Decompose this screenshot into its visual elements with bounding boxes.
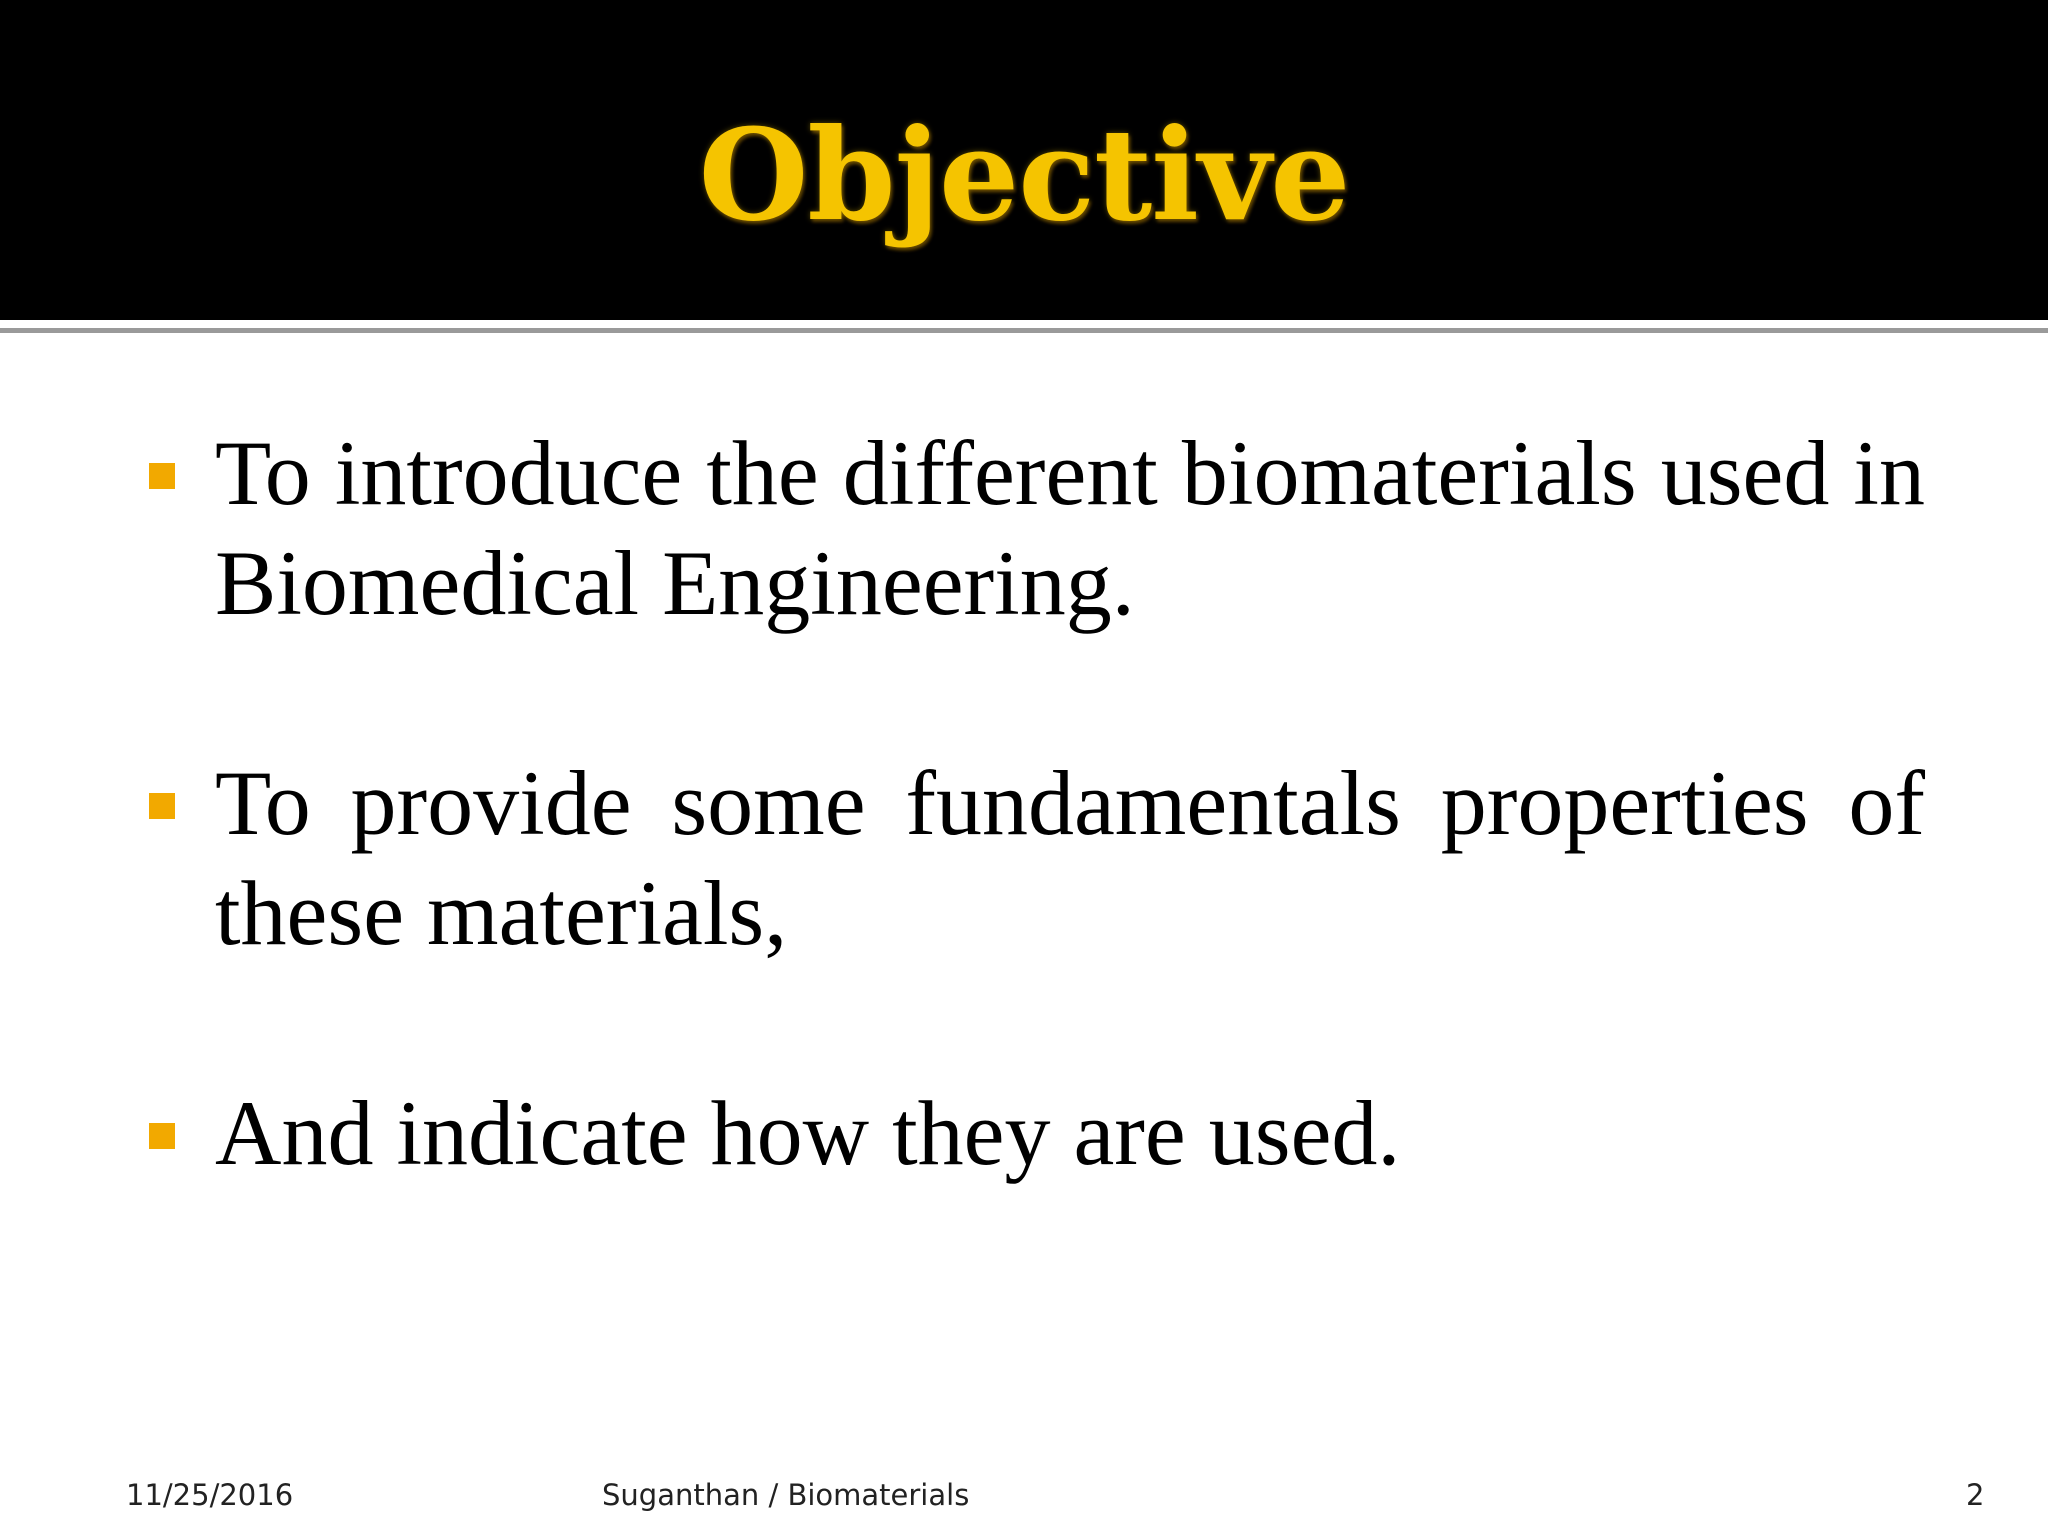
bullet-list xyxy=(145,418,1925,1298)
bullet-item xyxy=(145,418,1925,638)
title-band xyxy=(0,0,2048,320)
title-divider xyxy=(0,328,2048,333)
bullet-text: And indicate how they are used. xyxy=(215,1082,1401,1184)
bullet-text: To introduce the different biomaterials used in Biomedical Engineering. xyxy=(215,422,1925,634)
square-bullet-icon xyxy=(149,793,175,819)
footer-title: Suganthan / Biomaterials xyxy=(602,1478,970,1512)
bullet-item xyxy=(145,1078,1925,1188)
page-number: 2 xyxy=(1966,1478,1985,1512)
bullet-item xyxy=(145,748,1925,968)
square-bullet-icon xyxy=(149,1123,175,1149)
slide-title: Objective xyxy=(698,101,1350,249)
square-bullet-icon xyxy=(149,463,175,489)
footer-date: 11/25/2016 xyxy=(126,1478,294,1512)
bullet-text: To provide some fundamentals properties of these materials, xyxy=(215,752,1925,964)
